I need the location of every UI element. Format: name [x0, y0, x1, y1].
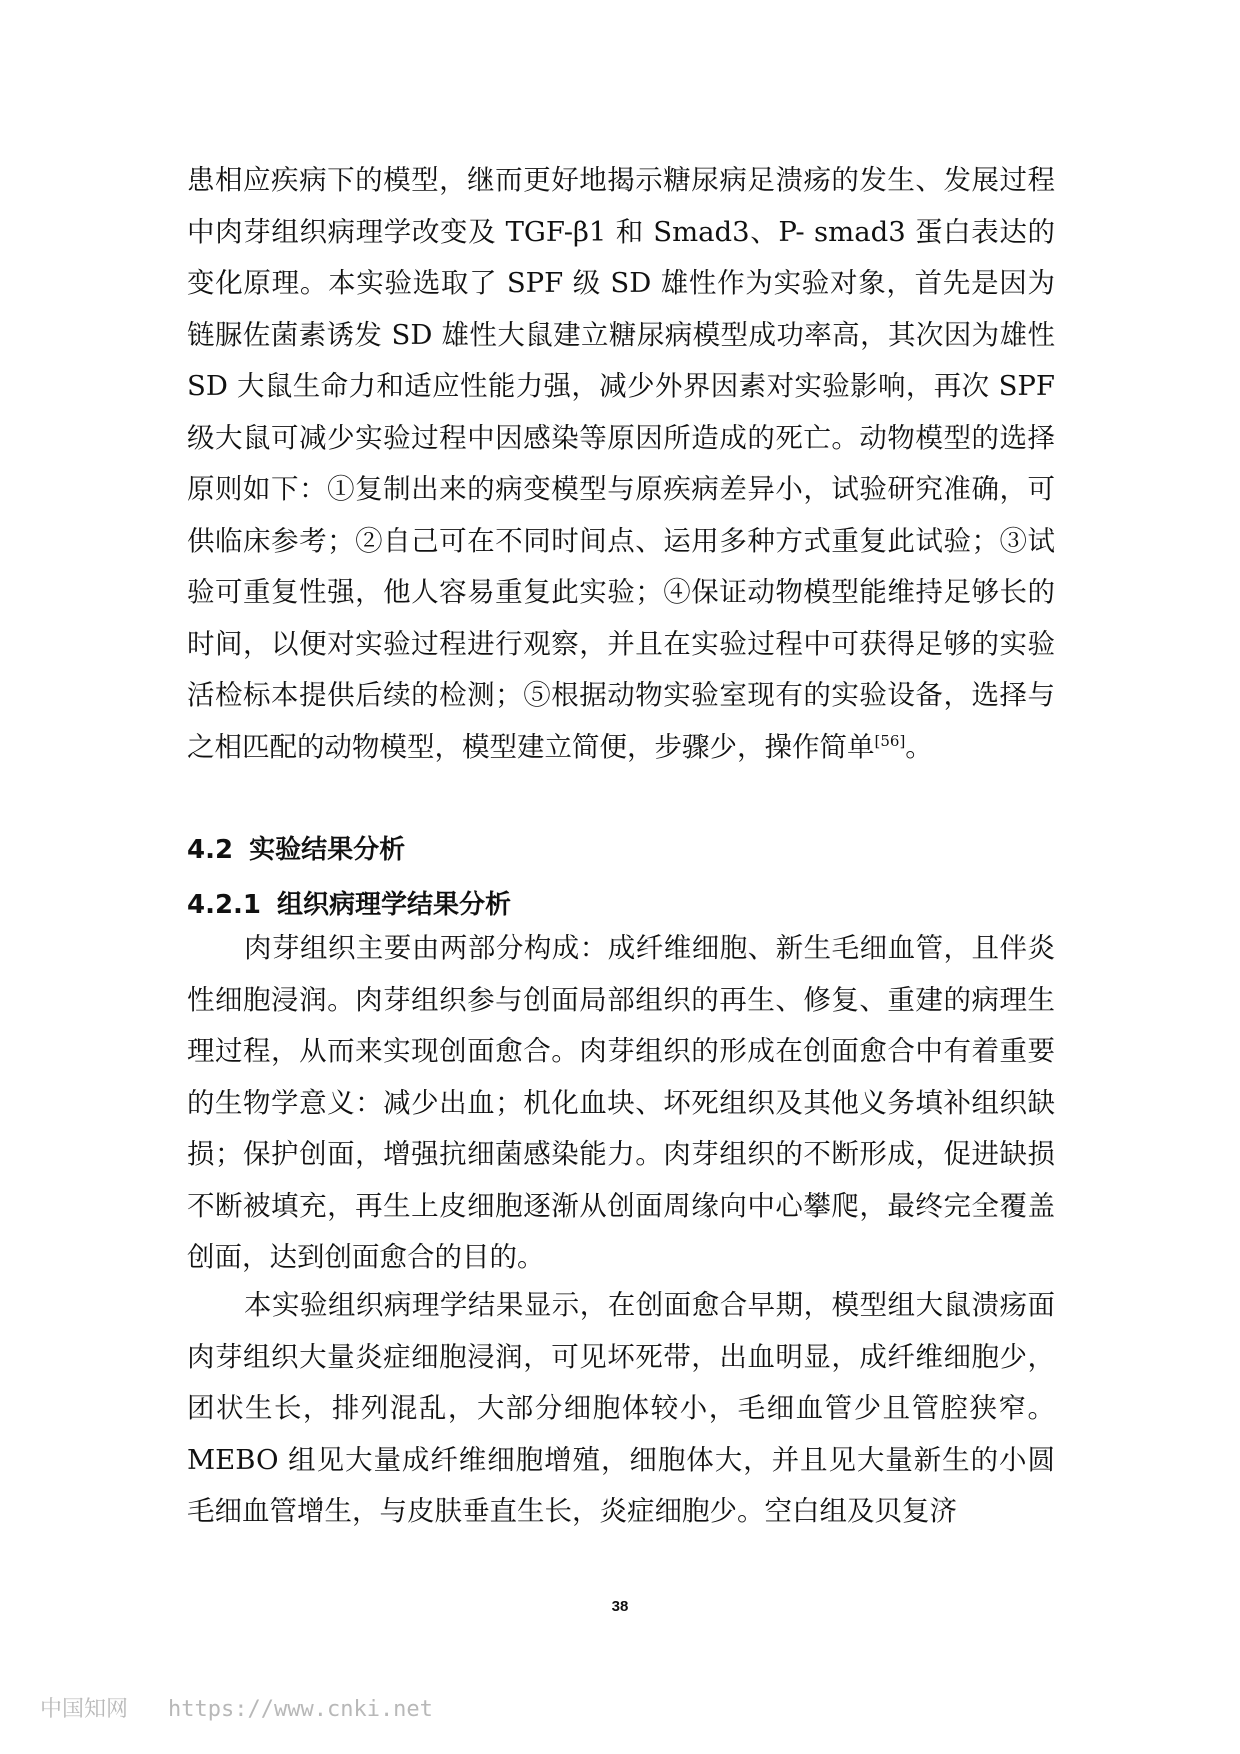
subsection-heading [187, 885, 511, 925]
paragraph-model-selection [187, 155, 1055, 773]
subsection-number: 4.2.1 [187, 890, 262, 920]
paragraph-text: 患相应疾病下的模型，继而更好地揭示糖尿病足溃疡的发生、发展过程中肉芽组织病理学改变及 TGF-β1 和 Smad3、P- smad3 蛋白表达的变化原理。本实验选取了 SPF 级 SD 雄性作为实验对象，首先是因为链脲佐菌素诱发 SD 雄性大鼠建立糖尿病模型成功率高，其次因为雄性 SD 大鼠生命力和适应性能力强，减少外界因素对实验影响，再次 SPF 级大鼠可减少实验过程中因感染等原因所造成的死亡。动物模型的选择原则如下：①复制出来的病变模型与原疾病差异小，试验研究准确，可供临床参考；②自己可在不同时间点、运用多种方式重复此试验；③试验可重复性强，他人容易重复此实验；④保证动物模型能维持足够长的时间，以便对实验过程进行观察，并且在实验过程中可获得足够的实验活检标本提供后续的检测；⑤根据动物实验室现有的实验设备，选择与之相匹配的动物模型，模型建立简便，步骤少，操作简单 [187, 164, 1055, 763]
paragraph-histopathology-results: 本实验组织病理学结果显示，在创面愈合早期，模型组大鼠溃疡面肉芽组织大量炎症细胞浸润，可见坏死带，出血明显，成纤维细胞少，团状生长，排列混乱，大部分细胞体较小，毛细血管少且管腔狭窄。MEBO 组见大量成纤维细胞增殖，细胞体大，并且见大量新生的小圆毛细血管增生，与皮肤垂直生长，炎症细胞少。空白组及贝复济 [187, 1289, 1055, 1527]
paragraph-end-mark: 。 [905, 730, 933, 763]
section-title: 实验结果分析 [249, 835, 406, 865]
paragraph-granulation-tissue: 肉芽组织主要由两部分构成：成纤维细胞、新生毛细血管，且伴炎性细胞浸润。肉芽组织参与创面局部组织的再生、修复、重建的病理生理过程，从而来实现创面愈合。肉芽组织的形成在创面愈合中有着重要的生物学意义：减少出血；机化血块、坏死组织及其他义务填补组织缺损；保护创面，增强抗细菌感染能力。肉芽组织的不断形成，促进缺损不断被填充，再生上皮细胞逐渐从创面周缘向中心攀爬，最终完全覆盖创面，达到创面愈合的目的。 [187, 932, 1055, 1273]
watermark-site-name: 中国知网 [40, 1697, 129, 1722]
section-number: 4.2 [187, 835, 234, 865]
citation-reference: [56] [874, 731, 906, 750]
subsection-title: 组织病理学结果分析 [277, 890, 512, 920]
section-heading [187, 830, 405, 870]
cnki-watermark [40, 1692, 433, 1723]
page-number: 38 [611, 1598, 629, 1615]
watermark-url: https://www.cnki.net [168, 1697, 433, 1722]
